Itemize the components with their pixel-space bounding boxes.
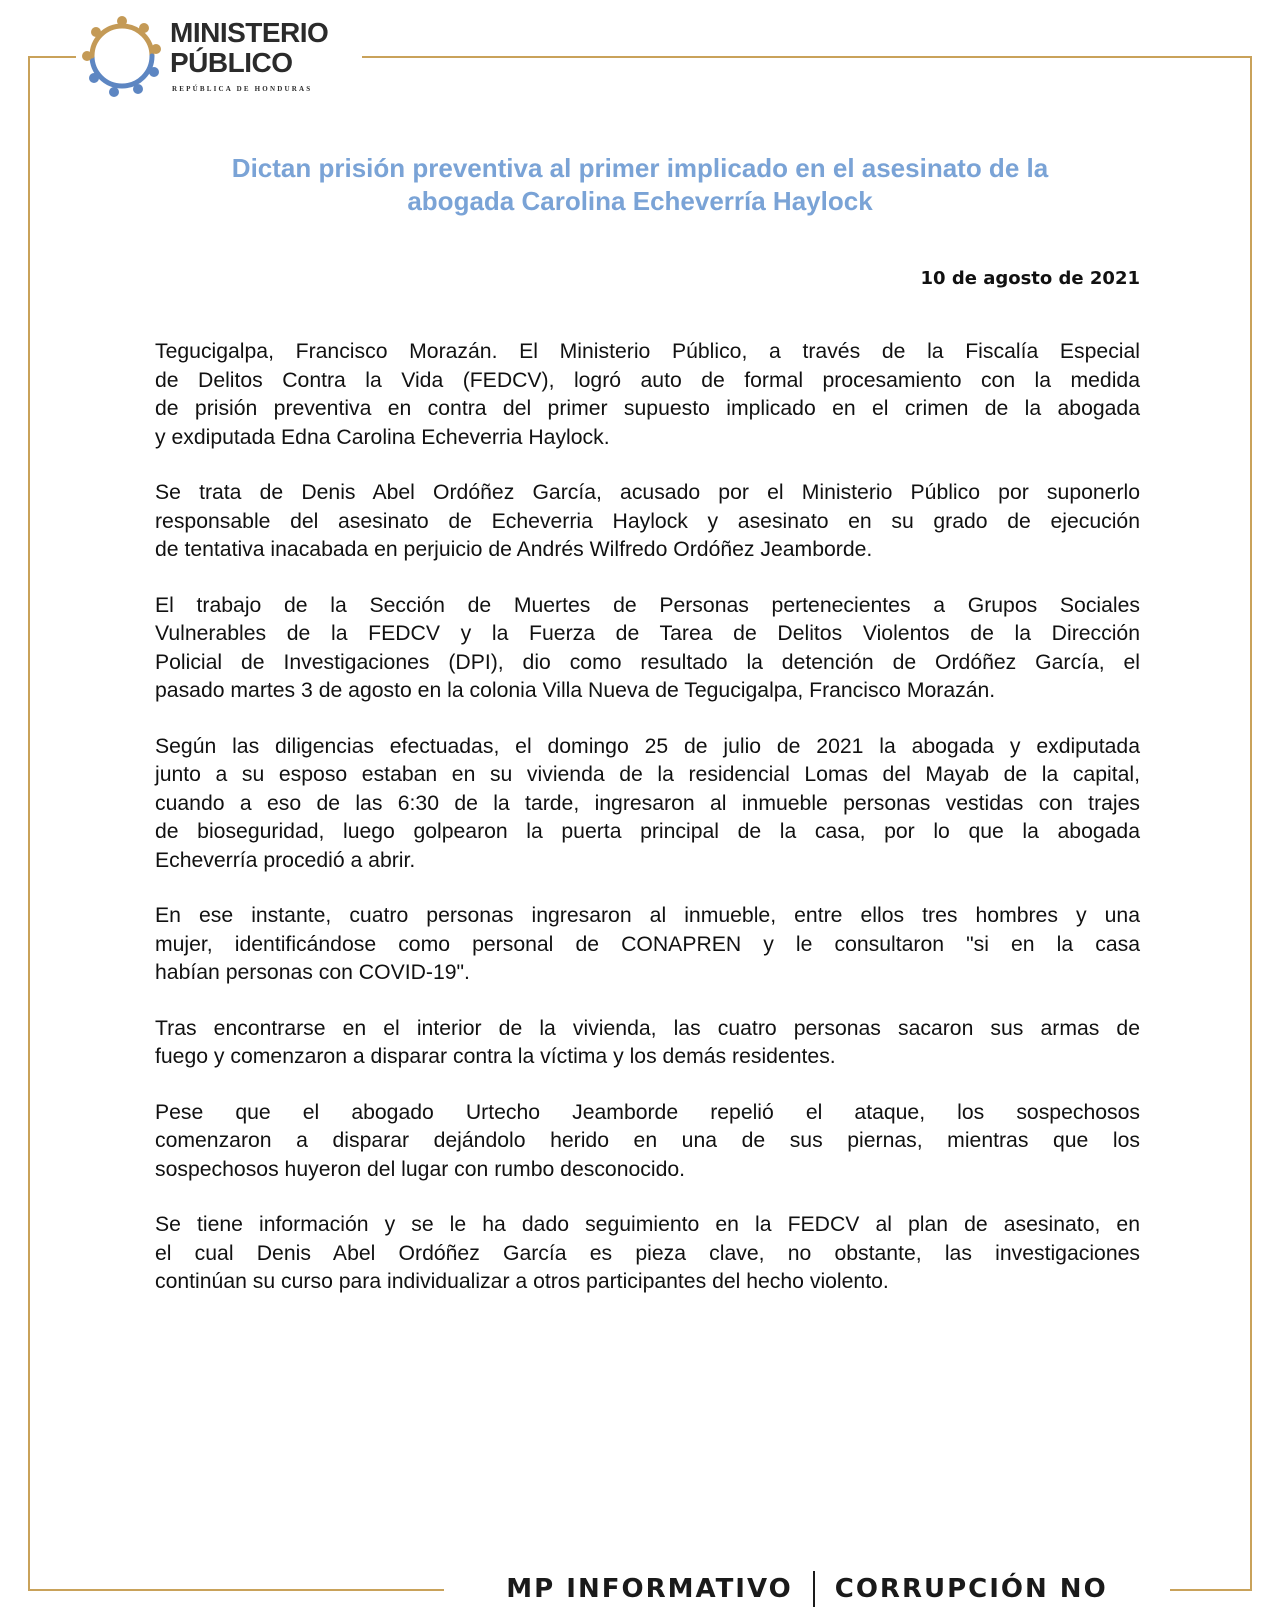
article-date: 10 de agosto de 2021 [920,268,1140,289]
article-title [140,152,1140,218]
paragraph-line: Policial de Investigaciones (DPI), dio como resultado la detención de Ordóñez García, el [155,650,1140,674]
paragraph-line: mujer, identificándose como personal de CONAPREN y le consultaron "si en la casa [155,932,1140,956]
footer-left-label: MP INFORMATIVO [506,1574,793,1604]
article-title-line: Dictan prisión preventiva al primer implicado en el asesinato de la [231,153,1049,183]
paragraph-line: el cual Denis Abel Ordóñez García es pieza clave, no obstante, las investigaciones [155,1241,1140,1265]
circle-of-people-emblem-icon [80,14,164,100]
paragraph-line: Tras encontrarse en el interior de la vivienda, las cuatro personas sacaron sus armas de [155,1016,1140,1040]
paragraph-line: de bioseguridad, luego golpearon la puerta principal de la casa, por lo que la abogada [155,820,1140,843]
ministerio-publico-logo [80,14,350,104]
footer-banner [444,1566,1170,1612]
frame-bottom-right [1170,1589,1252,1591]
logo-title-line: MINISTERIO [170,17,329,48]
paragraph-line: continúan su curso para individualizar a otros participantes del hecho violento. [155,1270,889,1293]
article-paragraph [155,1099,1140,1185]
paragraph-line: Se tiene información y se le ha dado seguimiento en la FEDCV al plan de asesinato, en [155,1213,1140,1236]
article-paragraph [155,592,1140,706]
paragraph-line: En ese instante, cuatro personas ingresaron al inmueble, entre ellos tres hombres y una [155,904,1140,927]
paragraph-line: de Delitos Contra la Vida (FEDCV), logró auto de formal procesamiento con la medida [155,368,1140,392]
paragraph-line: comenzaron a disparar dejándolo herido en una de sus piernas, mientras que los [155,1129,1140,1152]
logo-subtitle: REPÚBLICA DE HONDURAS [172,85,313,93]
paragraph-line: Según las diligencias efectuadas, el domingo 25 de julio de 2021 la abogada y exdiputada [155,734,1140,758]
footer-divider [813,1571,815,1607]
article-title-line: abogada Carolina Echeverría Haylock [407,186,873,216]
paragraph-line: de prisión preventiva en contra del primer supuesto implicado en el crimen de la abogada [155,397,1140,420]
article-paragraph [155,733,1140,876]
frame-bottom-left [28,1589,444,1591]
article-body [155,338,1140,1324]
frame-top-left [28,56,76,58]
paragraph-line: cuando a eso de las 6:30 de la tarde, ingresaron al inmueble personas vestidas con trajes [155,791,1140,815]
paragraph-line: Se trata de Denis Abel Ordóñez García, acusado por el Ministerio Público por suponerlo [155,481,1140,504]
logo-title-line: PÚBLICO [170,47,293,78]
article-paragraph [155,338,1140,452]
paragraph-line: junto a su esposo estaban en su vivienda de la residencial Lomas del Mayab de la capital, [155,763,1140,786]
footer-right-label: CORRUPCIÓN NO [834,1574,1108,1604]
frame-left [28,56,30,1591]
article-paragraph [155,1211,1140,1297]
paragraph-line: Vulnerables de la FEDCV y la Fuerza de Tarea de Delitos Violentos de la Dirección [155,622,1140,645]
paragraph-line: Pese que el abogado Urtecho Jeamborde repelió el ataque, los sospechosos [155,1100,1140,1124]
paragraph-line: habían personas con COVID-19". [155,961,470,984]
frame-top-right [362,56,1252,58]
paragraph-line: pasado martes 3 de agosto en la colonia Villa Nueva de Tegucigalpa, Francisco Morazán. [155,679,996,702]
paragraph-line: Tegucigalpa, Francisco Morazán. El Ministerio Público, a través de la Fiscalía Especial [155,340,1140,363]
article-paragraph [155,1015,1140,1072]
paragraph-line: fuego y comenzaron a disparar contra la víctima y los demás residentes. [155,1045,836,1068]
paragraph-line: El trabajo de la Sección de Muertes de Personas pertenecientes a Grupos Sociales [155,593,1140,617]
article-paragraph [155,479,1140,565]
paragraph-line: y exdiputada Edna Carolina Echeverria Haylock. [155,425,610,449]
logo-title [170,18,328,78]
paragraph-line: sospechosos huyeron del lugar con rumbo desconocido. [155,1157,686,1181]
paragraph-line: Echeverría procedió a abrir. [155,848,416,872]
article-paragraph [155,902,1140,988]
paragraph-line: de tentativa inacabada en perjuicio de Andrés Wilfredo Ordóñez Jeamborde. [155,538,873,561]
paragraph-line: responsable del asesinato de Echeverria Haylock y asesinato en su grado de ejecución [155,509,1140,533]
frame-right [1250,56,1252,1591]
